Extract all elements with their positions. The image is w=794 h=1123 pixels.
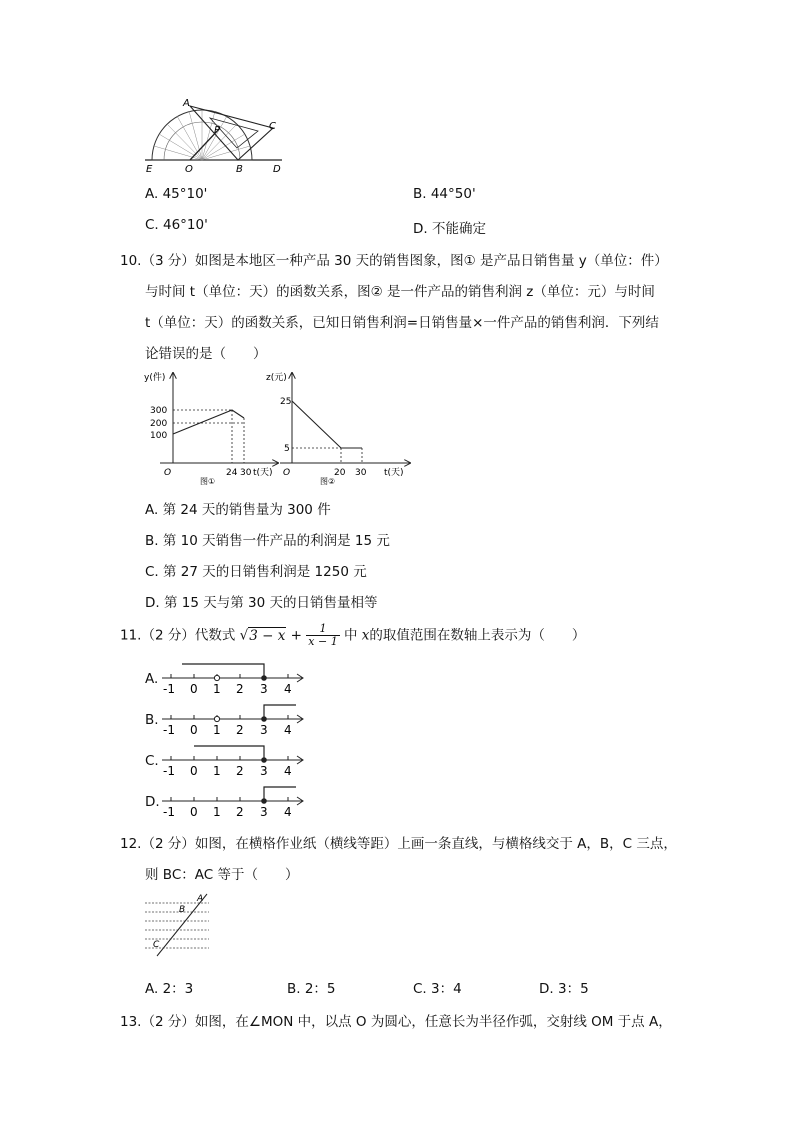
- q12-option-a[interactable]: A. 2：3: [145, 981, 194, 997]
- q9-label-o: O: [185, 164, 193, 175]
- q9-option-b[interactable]: B. 44°50': [413, 186, 476, 202]
- q12-label-b: B: [179, 905, 186, 915]
- svg-text:1: 1: [213, 682, 221, 696]
- q10-graph-2: [262, 368, 412, 486]
- q10-option-d[interactable]: D. 第 15 天与第 30 天的日销售量相等: [145, 595, 378, 611]
- svg-text:-1: -1: [163, 682, 175, 696]
- q10-g1-tick-24: 24: [226, 468, 238, 478]
- svg-text:-1: -1: [163, 805, 175, 819]
- q10-g1-tick-200: 200: [150, 419, 168, 429]
- q9-set-square: [190, 106, 273, 160]
- svg-text:4: 4: [284, 682, 292, 696]
- svg-text:0: 0: [190, 682, 198, 696]
- svg-text:3: 3: [260, 764, 268, 778]
- svg-text:0: 0: [190, 723, 198, 737]
- q12-label-a: A: [197, 894, 204, 904]
- q10-g2-ylabel: z(元): [266, 373, 287, 383]
- q10-g1-tick-100: 100: [150, 431, 168, 441]
- q10-stem-line-4: 论错误的是（ ）: [145, 346, 267, 362]
- q12-option-d[interactable]: D. 3：5: [539, 981, 589, 997]
- q9-protractor-figure: [140, 96, 290, 176]
- svg-text:1: 1: [213, 764, 221, 778]
- svg-text:0: 0: [190, 764, 198, 778]
- q10-option-a[interactable]: A. 第 24 天的销售量为 300 件: [145, 502, 331, 518]
- q12-stem-line-1: 12.（2 分）如图，在横格作业纸（横线等距）上画一条直线，与横格线交于 A，B，C 三点，: [120, 836, 677, 852]
- q9-label-a: A: [183, 98, 190, 109]
- q10-g1-ylabel: y(件): [144, 373, 166, 383]
- svg-text:-1: -1: [163, 723, 175, 737]
- svg-text:3: 3: [260, 682, 268, 696]
- q13-stem-line-1: 13.（2 分）如图，在∠MON 中，以点 O 为圆心，任意长为半径作弧，交射线 OM 于点 A，: [120, 1014, 672, 1030]
- q10-g2-tick-20: 20: [334, 468, 346, 478]
- svg-text:3: 3: [260, 723, 268, 737]
- q10-option-b[interactable]: B. 第 10 天销售一件产品的利润是 15 元: [145, 533, 390, 549]
- svg-text:4: 4: [284, 805, 292, 819]
- svg-text:2: 2: [236, 764, 244, 778]
- q12-stem-line-2: 则 BC：AC 等于（ ）: [145, 867, 299, 883]
- svg-text:1: 1: [213, 805, 221, 819]
- svg-text:0: 0: [190, 805, 198, 819]
- q11-sqrt: √3 − x: [239, 627, 286, 644]
- q9-label-b: B: [236, 164, 243, 175]
- q10-g1-tick-300: 300: [150, 406, 168, 416]
- q9-option-d[interactable]: D. 不能确定: [413, 221, 486, 237]
- q11-var: x: [361, 627, 370, 644]
- q11-option-b-letter[interactable]: B.: [145, 712, 159, 728]
- q11-prefix: 11.（2 分）代数式: [120, 627, 236, 644]
- q10-g2-tick-25: 25: [280, 397, 292, 407]
- q9-label-d: D: [273, 164, 281, 175]
- q11-option-d-numberline[interactable]: [160, 783, 310, 819]
- svg-text:4: 4: [284, 764, 292, 778]
- svg-text:1: 1: [213, 723, 221, 737]
- svg-text:-1: -1: [163, 764, 175, 778]
- q10-stem-line-1: 10.（3 分）如图是本地区一种产品 30 天的销售图象，图① 是产品日销售量 y（单位：件）: [120, 253, 668, 269]
- q9-option-c[interactable]: C. 46°10': [145, 217, 208, 233]
- q10-g2-caption: 图②: [320, 477, 336, 486]
- q10-option-c[interactable]: C. 第 27 天的日销售利润是 1250 元: [145, 564, 367, 580]
- svg-text:4: 4: [284, 723, 292, 737]
- q12-option-c[interactable]: C. 3：4: [413, 981, 462, 997]
- q11-plus: +: [290, 627, 302, 644]
- q10-graph-2-line: [292, 401, 362, 448]
- q10-g2-origin: O: [283, 468, 291, 478]
- q9-option-a[interactable]: A. 45°10': [145, 186, 208, 202]
- q10-stem-line-2: 与时间 t（单位：天）的函数关系，图② 是一件产品的销售利润 z（单位：元）与时间: [145, 284, 655, 300]
- svg-text:2: 2: [236, 805, 244, 819]
- q10-graph-1-line: [173, 410, 244, 434]
- q11-stem: [120, 623, 585, 648]
- q11-mid: 中: [344, 627, 358, 644]
- q9-label-p: P: [214, 125, 221, 136]
- q10-g2-tick-5: 5: [284, 444, 290, 454]
- q10-stem-line-3: t（单位：天）的函数关系，已知日销售利润=日销售量×一件产品的销售利润．下列结: [145, 315, 659, 331]
- q9-label-c: C: [269, 121, 276, 132]
- q9-label-e: E: [146, 164, 153, 175]
- q10-g2-xlabel: t(天): [384, 468, 404, 478]
- svg-text:2: 2: [236, 682, 244, 696]
- q11-option-b-numberline[interactable]: [160, 701, 310, 737]
- q10-g1-tick-30: 30: [240, 468, 252, 478]
- q11-option-a-letter[interactable]: A.: [145, 671, 159, 687]
- q10-g1-xlabel: t(天): [253, 468, 273, 478]
- q10-g1-origin: O: [164, 468, 172, 478]
- q10-g2-tick-30: 30: [355, 468, 367, 478]
- svg-text:2: 2: [236, 723, 244, 737]
- q11-option-d-letter[interactable]: D.: [145, 794, 160, 810]
- q11-option-c-letter[interactable]: C.: [145, 753, 159, 769]
- q11-fraction: $\frac{1}{x - 1}$: [308, 622, 338, 648]
- q10-graph-1: [140, 368, 280, 486]
- q12-ruled-paper-figure: [143, 890, 213, 960]
- q11-suffix: 的取值范围在数轴上表示为（ ）: [369, 627, 586, 644]
- svg-text:3: 3: [260, 805, 268, 819]
- q11-option-c-numberline[interactable]: [160, 742, 310, 778]
- q10-g1-caption: 图①: [200, 477, 216, 486]
- q12-option-b[interactable]: B. 2：5: [287, 981, 336, 997]
- q11-option-a-numberline[interactable]: [160, 660, 310, 696]
- q12-label-c: C: [153, 940, 160, 950]
